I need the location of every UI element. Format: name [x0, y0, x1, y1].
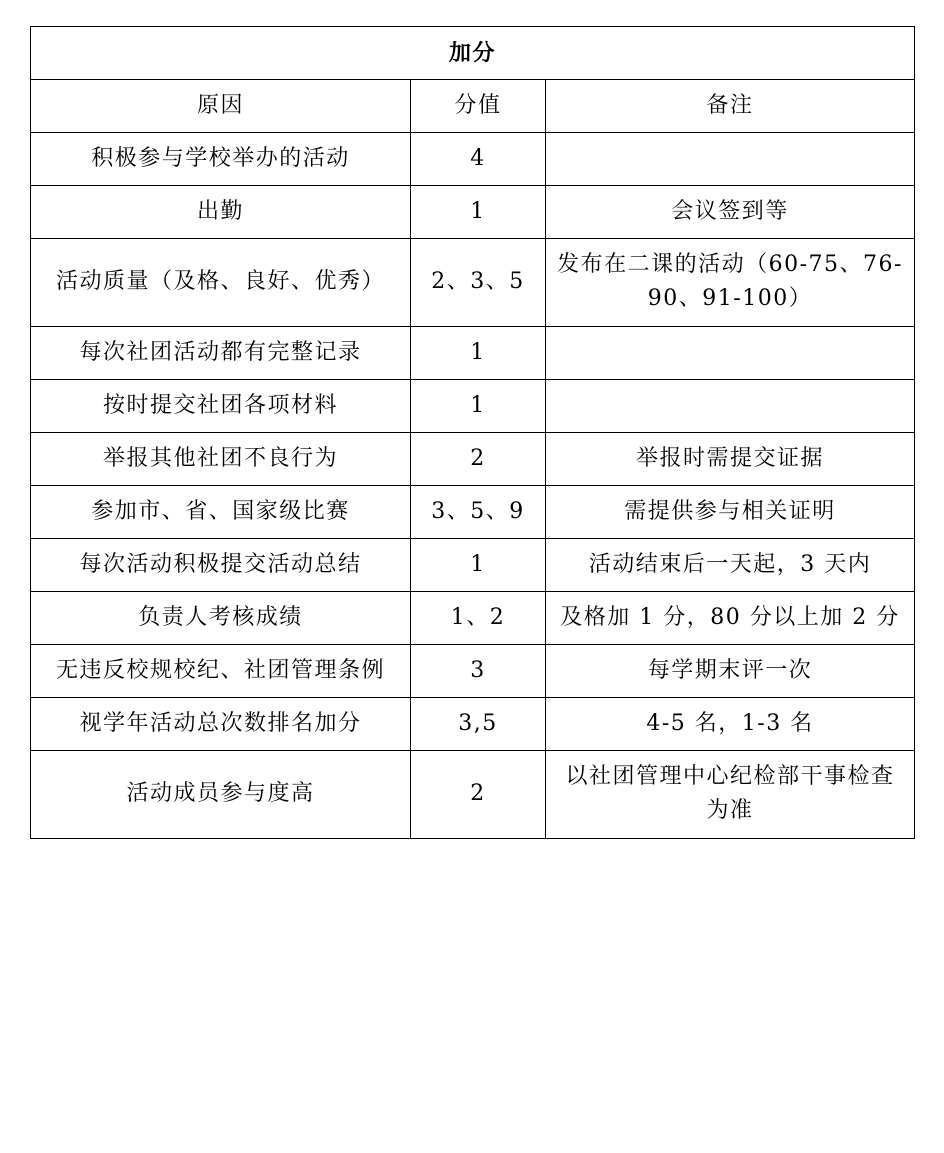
row-value: 1	[411, 538, 546, 591]
table-row	[31, 186, 915, 239]
row-reason: 每次活动积极提交活动总结	[31, 538, 411, 591]
table-row	[31, 239, 915, 326]
row-note: 需提供参与相关证明	[546, 485, 915, 538]
row-value: 3,5	[411, 698, 546, 751]
table-title-row	[31, 27, 915, 80]
row-note	[546, 133, 915, 186]
table-body	[31, 27, 915, 839]
table-row	[31, 645, 915, 698]
row-reason: 出勤	[31, 186, 411, 239]
row-reason: 活动质量（及格、良好、优秀）	[31, 239, 411, 326]
row-reason: 视学年活动总次数排名加分	[31, 698, 411, 751]
row-note: 会议签到等	[546, 186, 915, 239]
row-note: 4-5 名，1-3 名	[546, 698, 915, 751]
row-value: 3	[411, 645, 546, 698]
row-note: 每学期末评一次	[546, 645, 915, 698]
row-reason: 积极参与学校举办的活动	[31, 133, 411, 186]
row-note: 活动结束后一天起，3 天内	[546, 538, 915, 591]
row-value: 1	[411, 186, 546, 239]
column-header-value: 分值	[411, 80, 546, 133]
table-title: 加分	[31, 27, 915, 80]
row-value: 2	[411, 751, 546, 838]
row-note: 以社团管理中心纪检部干事检查为准	[546, 751, 915, 838]
row-value: 4	[411, 133, 546, 186]
row-note: 发布在二课的活动（60-75、76-90、91-100）	[546, 239, 915, 326]
row-note	[546, 326, 915, 379]
row-note: 及格加 1 分，80 分以上加 2 分	[546, 592, 915, 645]
row-value: 1、2	[411, 592, 546, 645]
row-reason: 每次社团活动都有完整记录	[31, 326, 411, 379]
table-row	[31, 698, 915, 751]
table-row	[31, 751, 915, 838]
table-row	[31, 326, 915, 379]
row-value: 2、3、5	[411, 239, 546, 326]
row-reason: 举报其他社团不良行为	[31, 432, 411, 485]
table-row	[31, 379, 915, 432]
bonus-points-table	[30, 26, 915, 839]
row-value: 1	[411, 379, 546, 432]
row-value: 1	[411, 326, 546, 379]
table-row	[31, 592, 915, 645]
table-row	[31, 538, 915, 591]
table-row	[31, 133, 915, 186]
row-note	[546, 379, 915, 432]
row-value: 2	[411, 432, 546, 485]
table-header-row	[31, 80, 915, 133]
row-note: 举报时需提交证据	[546, 432, 915, 485]
table-row	[31, 432, 915, 485]
row-reason: 负责人考核成绩	[31, 592, 411, 645]
column-header-note: 备注	[546, 80, 915, 133]
row-reason: 活动成员参与度高	[31, 751, 411, 838]
column-header-reason: 原因	[31, 80, 411, 133]
row-reason: 参加市、省、国家级比赛	[31, 485, 411, 538]
row-reason: 按时提交社团各项材料	[31, 379, 411, 432]
table-row	[31, 485, 915, 538]
row-reason: 无违反校规校纪、社团管理条例	[31, 645, 411, 698]
row-value: 3、5、9	[411, 485, 546, 538]
